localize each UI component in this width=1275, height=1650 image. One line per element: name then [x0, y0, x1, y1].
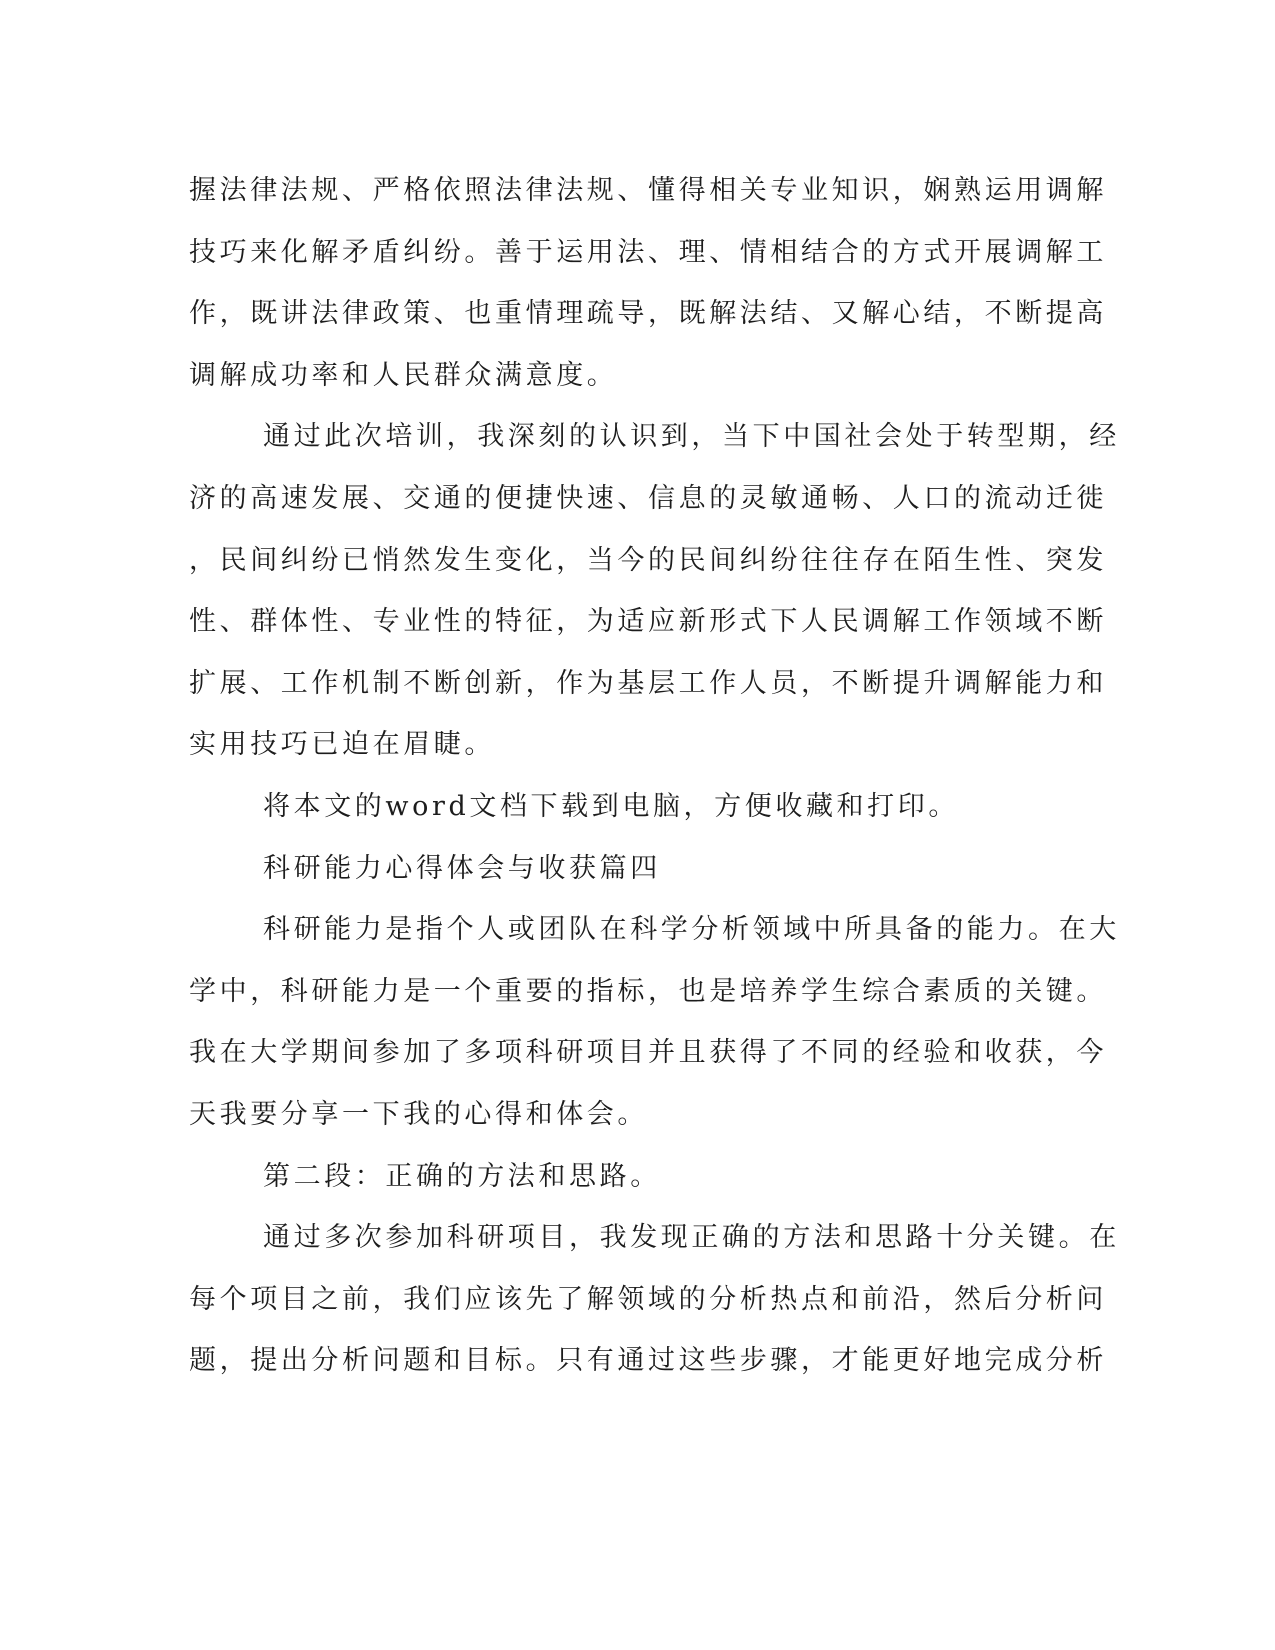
text-line: 济的高速发展、交通的便捷快速、信息的灵敏通畅、人口的流动迁徙: [189, 482, 1107, 514]
text-line: 每个项目之前，我们应该先了解领域的分析热点和前沿，然后分析问: [189, 1283, 1107, 1315]
text-line: 学中，科研能力是一个重要的指标，也是培养学生综合素质的关键。: [189, 975, 1107, 1007]
paragraph-method-approach: [189, 1207, 1120, 1392]
text-line: 技巧来化解矛盾纠纷。善于运用法、理、情相结合的方式开展调解工: [189, 236, 1107, 268]
section-title: 科研能力心得体会与收获篇四: [263, 852, 661, 884]
text-line: 调解成功率和人民群众满意度。: [189, 359, 618, 391]
paragraph-research-intro: [189, 899, 1120, 1145]
subsection-title: 第二段：正确的方法和思路。: [263, 1160, 661, 1192]
paragraph-training-reflection: [189, 406, 1120, 776]
text-line: 握法律法规、严格依照法律法规、懂得相关专业知识，娴熟运用调解: [189, 175, 1107, 206]
paragraph-mediation-skills: [189, 160, 1107, 406]
text-line: 将本文的word文档下载到电脑，方便收藏和打印。: [263, 790, 959, 822]
text-line: 科研能力是指个人或团队在科学分析领域中所具备的能力。在大: [263, 914, 1120, 946]
text-line: 天我要分享一下我的心得和体会。: [189, 1098, 648, 1130]
text-line: 通过多次参加科研项目，我发现正确的方法和思路十分关键。在: [263, 1222, 1120, 1254]
section-heading: [189, 838, 1089, 900]
document-body: [189, 160, 1120, 1392]
text-line: 实用技巧已迫在眉睫。: [189, 729, 495, 761]
paragraph-second-section-title: [189, 1146, 1089, 1208]
text-line: 我在大学期间参加了多项科研项目并且获得了不同的经验和收获，今: [189, 1037, 1107, 1069]
paragraph-download-note: [189, 776, 1089, 838]
text-line: 作，既讲法律政策、也重情理疏导，既解法结、又解心结，不断提高: [189, 298, 1107, 330]
text-line: 通过此次培训，我深刻的认识到，当下中国社会处于转型期，经: [263, 421, 1120, 453]
text-line: ，民间纠纷已悄然发生变化，当今的民间纠纷往往存在陌生性、突发: [189, 544, 1107, 576]
text-line: 题，提出分析问题和目标。只有通过这些步骤，才能更好地完成分析: [189, 1345, 1107, 1377]
text-line: 性、群体性、专业性的特征，为适应新形式下人民调解工作领域不断: [189, 606, 1107, 638]
text-line: 扩展、工作机制不断创新，作为基层工作人员，不断提升调解能力和: [189, 667, 1107, 699]
